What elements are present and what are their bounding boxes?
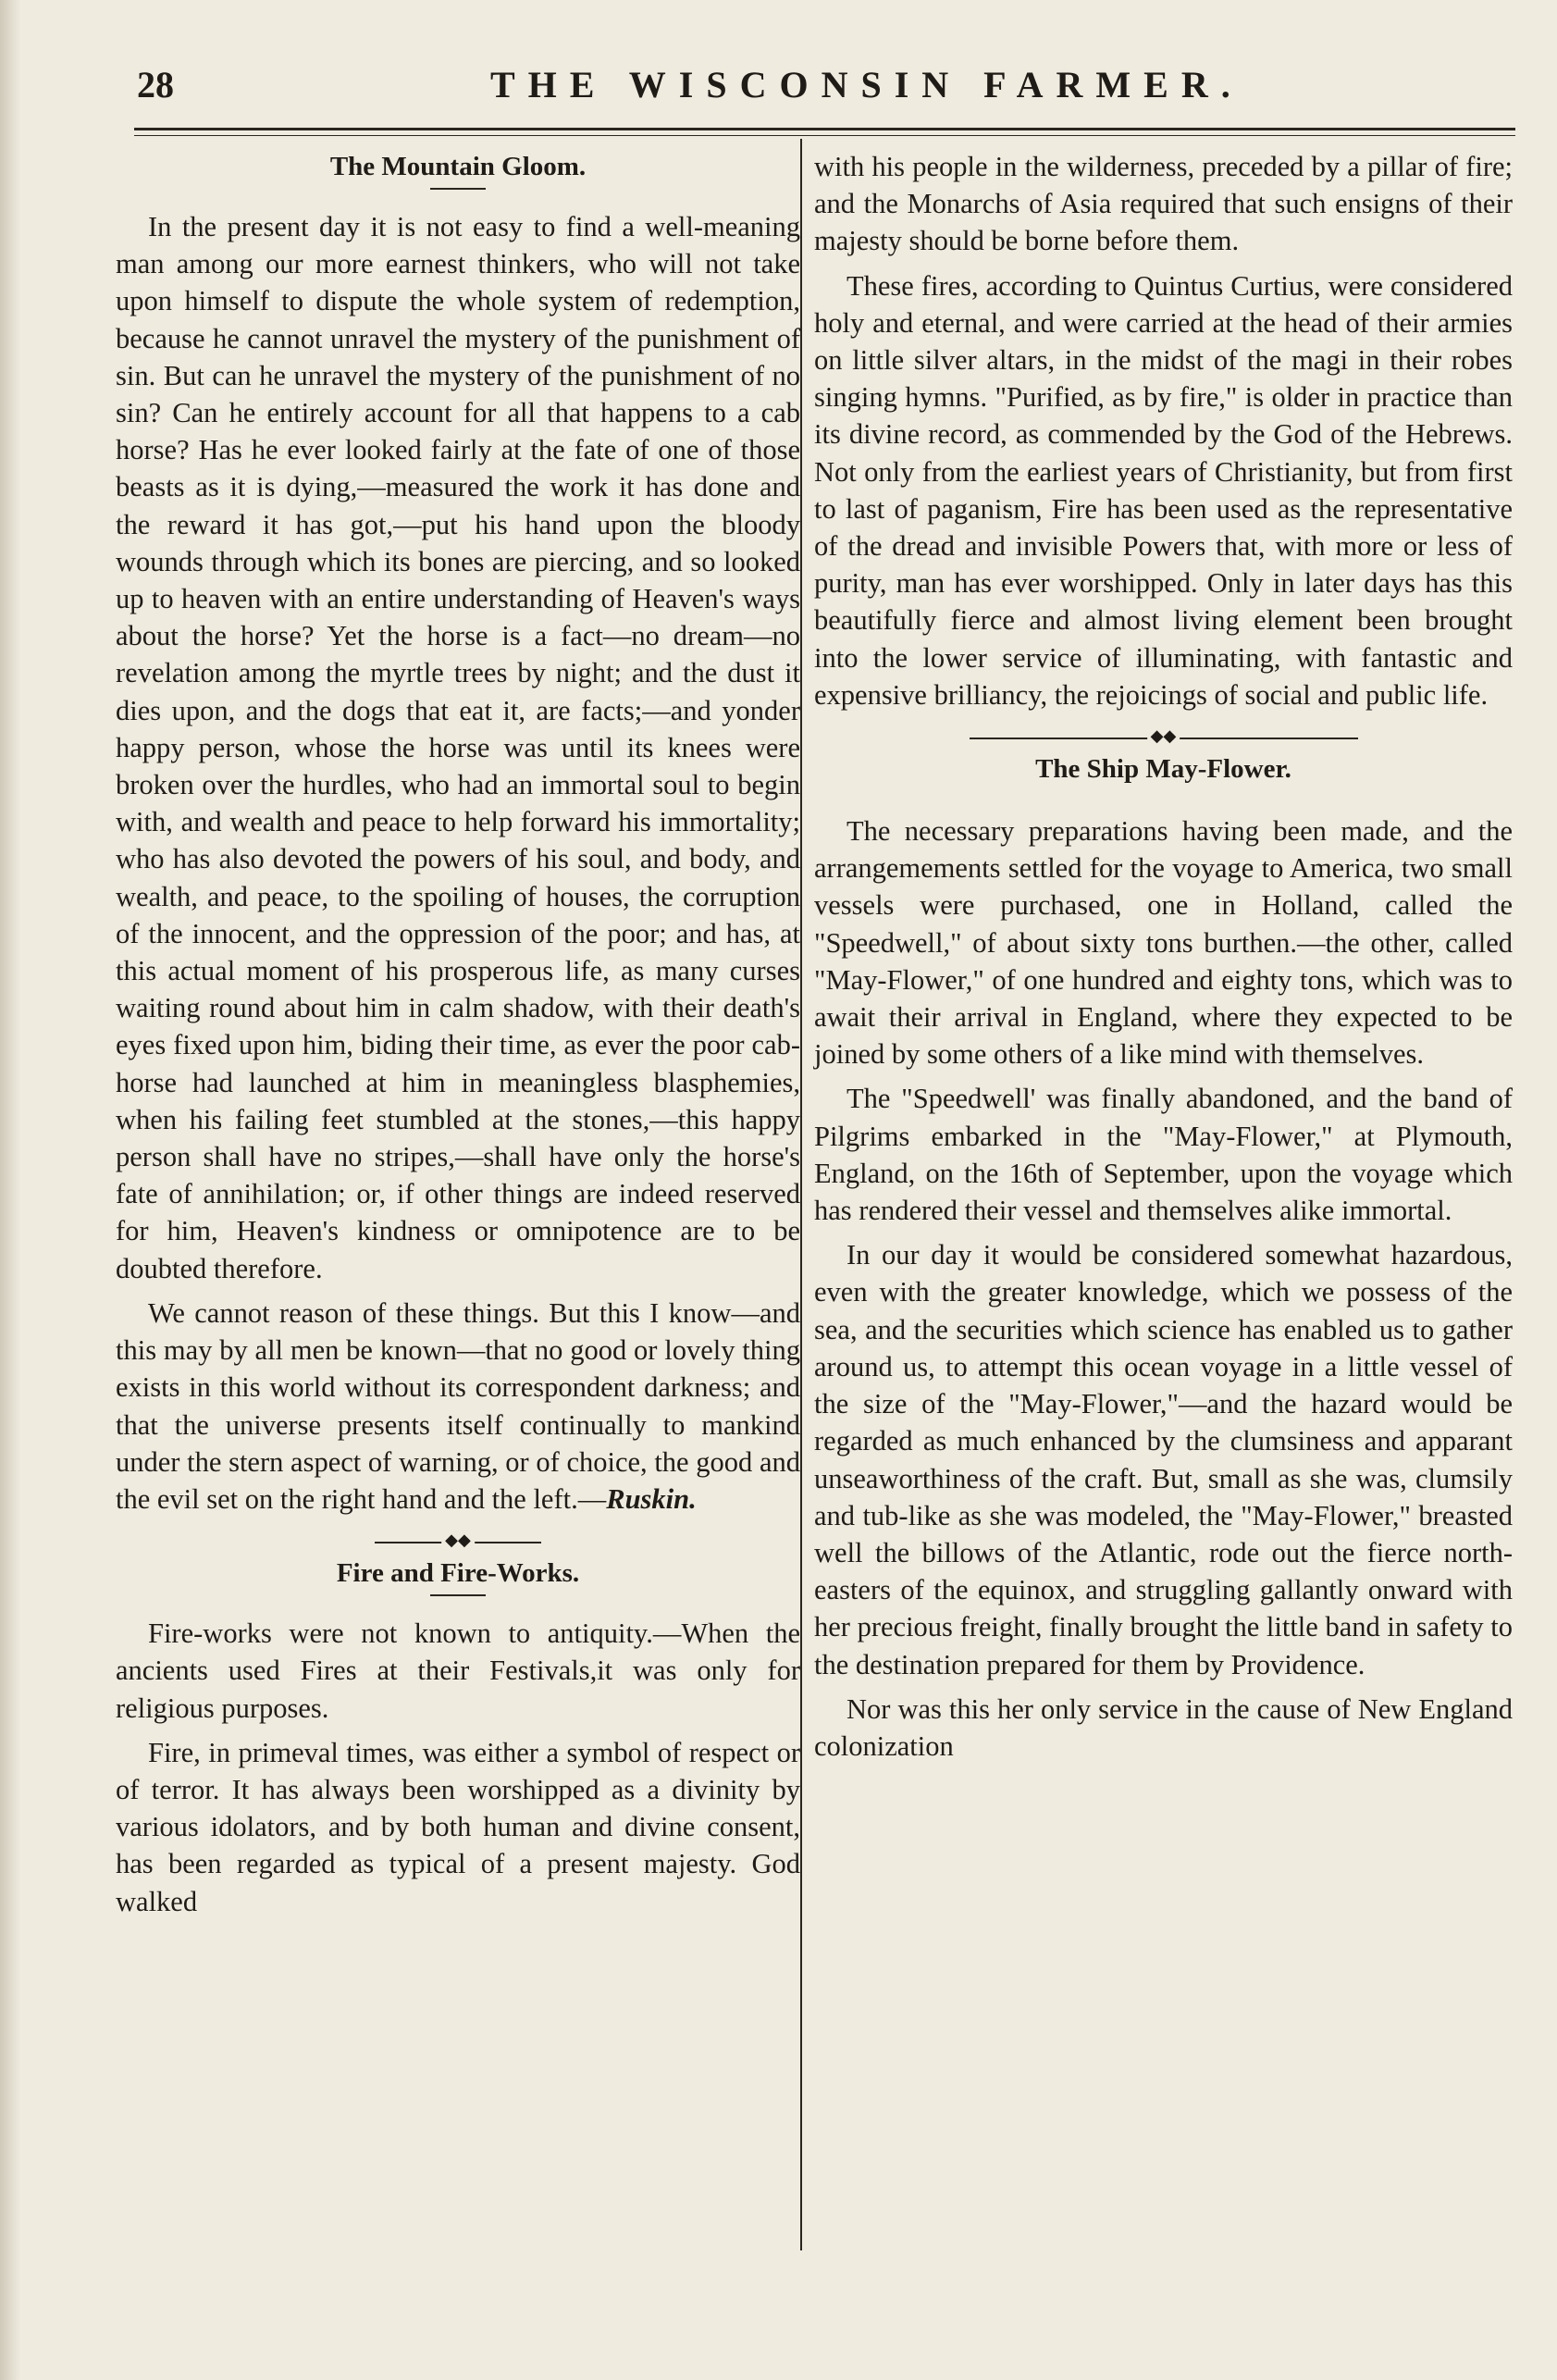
section-ornament — [375, 1531, 541, 1550]
header-rule-thin — [134, 135, 1515, 136]
right-column — [814, 148, 1513, 1772]
section-ornament — [970, 726, 1358, 746]
article-paragraph: Nor was this her only service in the cause of New England colonization — [814, 1692, 1513, 1762]
left-column — [116, 148, 800, 1928]
article-paragraph: In our day it would be considered somewhat hazardous, even with the greater knowledge, which we possess of the sea, and the securities which science has enabled us to gather around us, to attempt this ocean voyage in a little vessel of the size of the "May-Flower,"—and the hazard would be regarded as much enhanced by the clumsiness and apparant unseaworthiness of the craft. But, small as she was, clumsily and tub-like as she was modeled, the "May-Flower," breasted well the billows of the Atlantic, rode out the fierce north-easters of the equinox, and struggling gallantly onward with her precious freight, finally brought the little band in safety to the destination prepared for them by Providence. — [814, 1239, 1513, 1680]
paragraph-text: We cannot reason of these things. But this I know—and this may by all men be known—that no good or lovely thing exists in this world without its correspondent darkness; and that the universe presents itself continually to mankind under the stern aspect of warning, or of choice, the good and the evil set on the right hand and the left.— — [116, 1296, 800, 1515]
article-title-fire-and-fire-works: Fire and Fire-Works. — [336, 1558, 580, 1589]
column-divider — [800, 139, 802, 2250]
page-binding-shadow — [0, 0, 20, 2380]
diamond-ornament-icon: ◆◆ — [441, 1531, 475, 1549]
header-rule — [134, 128, 1515, 130]
title-rule — [430, 188, 486, 190]
article-paragraph: The necessary preparations having been made, and the arrangemements settled for the voyage to America, two small vessels were purchased, one in Holland, called the "Speedwell," of about sixty tons burthen.—the other, called "May-Flower," of one hundred and eighty tons, which was to await their arrival in England, where they expected to be joined by some others of a like mind with themselves. — [814, 815, 1513, 1071]
page-number: 28 — [137, 64, 174, 105]
diamond-ornament-icon: ◆◆ — [1147, 726, 1180, 745]
article-title-ship-may-flower: The Ship May-Flower. — [1035, 754, 1291, 785]
article-paragraph: The "Speedwell' was finally abandoned, and the band of Pilgrims embarked in the "May-Flower," at Plymouth, England, on the 16th of September, upon the voyage which has rendered their vessel and themselves alike immortal. — [814, 1083, 1513, 1227]
author-signature: Ruskin. — [606, 1482, 697, 1515]
page-header — [93, 56, 1506, 120]
masthead-title: THE WISCONSIN FARMER. — [490, 64, 1243, 105]
title-rule — [430, 1594, 486, 1596]
article-paragraph: These fires, according to Quintus Curtius, were considered holy and eternal, and were carried at the head of their armies on little silver altars, in the midst of the magi in their robes singing hymns. "Purified, as by fire," is older in practice than its divine record, as commended by the God of the Hebrews. Not only from the earliest years of Christianity, but from first to last of paganism, Fire has been used as the representative of the dread and invisible Powers that, with more or less of purity, man has ever worshipped. Only in later days has this beautifully fierce and almost living element been brought into the lower service of illuminating, with fantastic and expensive brilliancy, the rejoicings of social and public life. — [814, 269, 1513, 711]
article-paragraph: In the present day it is not easy to find a well-meaning man among our more earnest thinkers, who will not take upon himself to dispute the whole system of redemption, because he cannot unravel the mystery of the punishment of sin. But can he unravel the mystery of the punishment of no sin? Can he entirely account for all that happens to a cab horse? Has he ever looked fairly at the fate of one of those beasts as it is dying,—measured the work it has done and the reward it has got,—put his hand upon the bloody wounds through which its bones are piercing, and so looked up to heaven with an entire understanding of Heaven's ways about the horse? Yet the horse is a fact—no dream—no revelation among the myrtle trees by night; and the dust it dies upon, and the dogs that eat it, are facts;—and yonder happy person, whose the horse was until its knees were broken over the hurdles, who had an immortal soul to begin with, and wealth and peace to help forward his immortality; who has also devoted the powers of his soul, and body, and wealth, and peace, to the spoiling of houses, the corruption of the innocent, and the oppression of the poor; and has, at this actual moment of his prosperous life, as many curses waiting round about him in calm shadow, with their death's eyes fixed upon him, biding their time, as ever the poor cab-horse had launched at him in meaningless blasphemies, when his failing feet stumbled at the stones,—this happy person shall have no stripes,—shall have only the horse's fate of annihilation; or, if other things are indeed reserved for him, Heaven's kindness or omnipotence are to be doubted therefore. — [116, 211, 800, 1284]
article-paragraph — [116, 1295, 800, 1518]
article-title-mountain-gloom: The Mountain Gloom. — [329, 152, 587, 181]
article-paragraph-continued: with his people in the wilderness, preceded by a pillar of fire; and the Monarchs of Asia required that such ensigns of their majesty should be borne before them. — [814, 151, 1513, 257]
article-paragraph: Fire, in primeval times, was either a symbol of respect or of terror. It has always been worshipped as a divinity by various idolators, and by both human and divine consent, has been regarded as typical of a present majesty. God walked — [116, 1736, 800, 1917]
article-paragraph: Fire-works were not known to antiquity.—When the ancients used Fires at their Festivals,it was only for religious purposes. — [116, 1618, 800, 1724]
